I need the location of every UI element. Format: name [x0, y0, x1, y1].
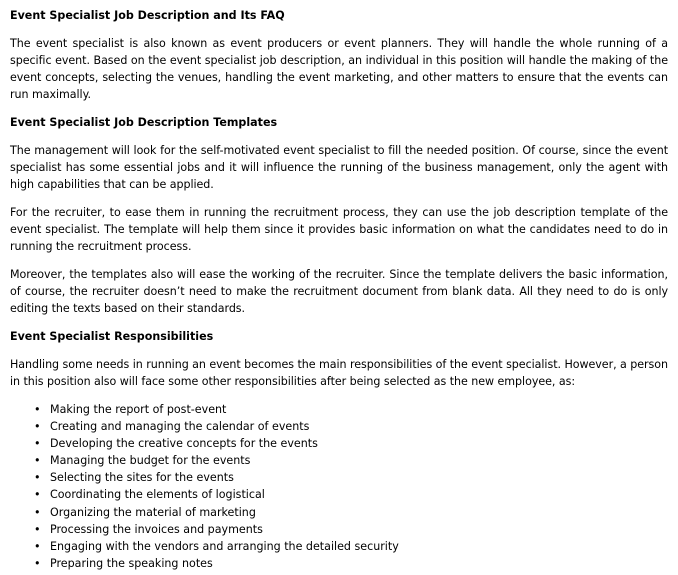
templates-paragraph-3: Moreover, the templates also will ease the working of the recruiter. Since the template delivers the basic information, of course, the recruiter doesn’t need to make the recruitment document from blank data. All they need to do is only editing the texts based on their standards.	[10, 268, 668, 315]
list-item	[34, 538, 668, 555]
list-item-text: Creating and managing the calendar of events	[50, 420, 310, 434]
list-item-text: Selecting the sites for the events	[50, 471, 234, 485]
responsibilities-intro: Handling some needs in running an event becomes the main responsibilities of the event specialist. However, a person in this position also will face some other responsibilities after being selected as the new employee, as:	[10, 358, 668, 388]
intro-paragraph: The event specialist is also known as event producers or event planners. They will handle the whole running of a specific event. Based on the event specialist job description, an individual in this position will handle the making of the event concepts, selecting the venues, handling the event marketing, and other matters to ensure that the events can run maximally.	[10, 37, 668, 101]
bullet-icon: •	[34, 403, 41, 416]
list-item-text: Making the report of post-event	[50, 403, 227, 416]
list-item	[34, 504, 668, 521]
bullet-icon: •	[34, 488, 41, 502]
bullet-icon: •	[34, 556, 41, 570]
bullet-icon: •	[34, 539, 41, 553]
bullet-icon: •	[34, 420, 41, 434]
list-item-text: Engaging with the vendors and arranging the detailed security	[50, 539, 399, 553]
list-item	[34, 486, 668, 503]
bullet-icon: •	[34, 437, 41, 451]
list-item	[34, 555, 668, 572]
section-heading-faq: Event Specialist Job Description and Its FAQ	[10, 9, 285, 22]
bullet-icon: •	[34, 454, 41, 468]
section-heading-responsibilities: Event Specialist Responsibilities	[10, 330, 214, 343]
templates-paragraph-1: The management will look for the self-motivated event specialist to fill the needed position. Of course, since the event specialist has some essential jobs and it will influence the running of the business management, only the agent with high capabilities that can be applied.	[10, 144, 668, 191]
bullet-icon: •	[34, 471, 41, 485]
list-item-text: Developing the creative concepts for the events	[50, 437, 318, 451]
list-item	[34, 469, 668, 486]
list-item	[34, 401, 668, 418]
responsibilities-list	[10, 401, 668, 572]
bullet-icon: •	[34, 505, 41, 519]
list-item-text: Preparing the speaking notes	[50, 556, 213, 570]
list-item-text: Organizing the material of marketing	[50, 505, 256, 519]
list-item	[34, 435, 668, 452]
list-item-text: Processing the invoices and payments	[50, 522, 263, 536]
list-item-text: Managing the budget for the events	[50, 454, 251, 468]
list-item	[34, 418, 668, 435]
list-item	[34, 452, 668, 469]
bullet-icon: •	[34, 522, 41, 536]
list-item-text: Coordinating the elements of logistical	[50, 488, 265, 502]
section-heading-templates: Event Specialist Job Description Templates	[10, 116, 278, 129]
templates-paragraph-2: For the recruiter, to ease them in running the recruitment process, they can use the job description template of the event specialist. The template will help them since it provides basic information on what the candidates need to do in running the recruitment process.	[10, 206, 668, 253]
list-item	[34, 521, 668, 538]
